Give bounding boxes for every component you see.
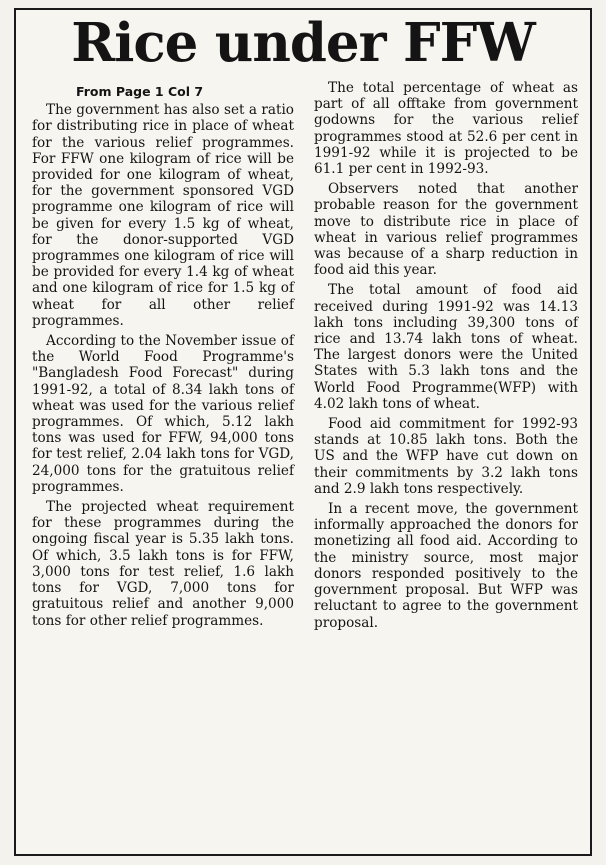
paragraph: In a recent move, the government informally approached the donors for monetizing all food aid. According to the ministry source, most major donors responded positively to the government proposal. But WFP was reluctant to agree to the government proposal. (314, 501, 578, 631)
continued-from-label: From Page 1 Col 7 (76, 84, 204, 99)
paragraph: The total amount of food aid received during 1991-92 was 14.13 lakh tons including 39,300 tons of rice and 13.74 lakh tons of wheat. The largest donors were the United States with 5.3 lakh tons and the World Food Programme(WFP) with 4.02 lakh tons of wheat. (314, 282, 578, 412)
paragraph: Food aid commitment for 1992-93 stands at 10.85 lakh tons. Both the US and the WFP have cut down on their commitments by 3.2 lakh tons and 2.9 lakh tons respectively. (314, 416, 578, 497)
paragraph: The government has also set a ratio for distributing rice in place of wheat for the various relief programmes. For FFW one kilogram of rice will be provided for one kilogram of wheat, for the government sponsored VGD programme one kilogram of rice will be given for every 1.5 kg of wheat, for the donor-supported VGD programmes one kilogram of rice will be provided for every 1.4 kg of wheat and one kilogram of rice for 1.5 kg of wheat for all other relief programmes. (32, 102, 294, 329)
paragraph: According to the November issue of the World Food Programme's "Bangladesh Food Forecast" during 1991-92, a total of 8.34 lakh tons of wheat was used for the various relief programmes. Of which, 5.12 lakh tons was used for FFW, 94,000 tons for test relief, 2.04 lakh tons for VGD, 24,000 tons for the gratuitous relief programmes. (32, 333, 294, 495)
headline: Rice under FFW (71, 12, 535, 74)
paragraph: The total percentage of wheat as part of all offtake from government godowns for the various relief programmes stood at 52.6 per cent in 1991-92 while it is projected to be 61.1 per cent in 1992-93. (314, 80, 578, 178)
right-column (314, 80, 578, 635)
newspaper-clipping (14, 8, 592, 856)
paragraph: The projected wheat requirement for these programmes during the ongoing fiscal year is 5.35 lakh tons. Of which, 3.5 lakh tons is for FFW, 3,000 tons for test relief, 1.6 lakh tons for VGD, 7,000 tons for gratuitous relief and another 9,000 tons for other relief programmes. (32, 499, 294, 629)
left-column (32, 84, 294, 633)
paragraph: Observers noted that another probable reason for the government move to distribute rice in place of wheat in various relief programmes was because of a sharp reduction in food aid this year. (314, 181, 578, 279)
